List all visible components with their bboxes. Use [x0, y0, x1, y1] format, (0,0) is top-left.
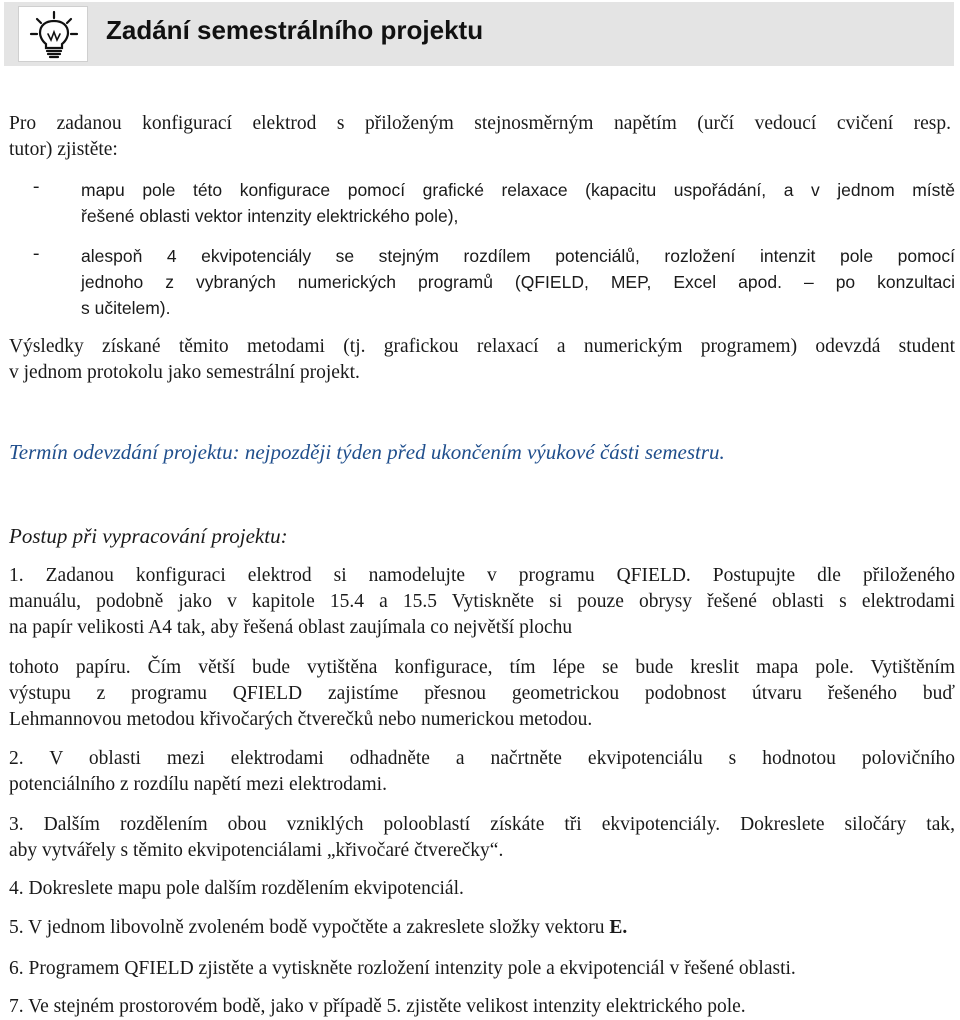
step-1-line-6: Lehmannovou metodou křivočarých čtverečků nebo numerickou metodou. [9, 709, 593, 730]
bullet-1-line-2: řešené oblasti vektor intenzity elektrického pole), [81, 206, 459, 226]
results-line-1: Výsledky získané těmito metodami (tj. grafickou relaxací a numerickým programem) odevzdá student [9, 336, 955, 357]
procedure-heading: Postup při vypracování projektu: [9, 524, 288, 548]
vector-e: E [609, 917, 623, 938]
step-1-line-3: na papír velikosti A4 tak, aby řešená oblast zaujímala co největší plochu [9, 617, 573, 638]
step-6: 6. Programem QFIELD zjistěte a vytiskněte rozložení intenzity pole a ekvipotenciál v řešené oblasti. [9, 958, 796, 979]
step-1-line-5: výstupu z programu QFIELD zajistíme přesnou geometrickou podobnost útvaru řešeného buď [9, 683, 955, 704]
step-4: 4. Dokreslete mapu pole dalším rozdělením ekvipotenciál. [9, 878, 464, 899]
intro-line-1: Pro zadanou konfigurací elektrod s přiloženým stejnosměrným napětím (určí vedoucí cvičení resp. [9, 113, 951, 134]
step-5 [9, 915, 627, 941]
bullet-dash: - [33, 176, 40, 197]
bullet-2-line-2: jednoho z vybraných numerických programů (QFIELD, MEP, Excel apod. – po konzultaci [81, 272, 955, 292]
step-3-line-1: 3. Dalším rozdělením obou vzniklých polooblastí získáte tři ekvipotenciály. Dokreslete siločáry tak, [9, 814, 955, 835]
step-2-line-1: 2. V oblasti mezi elektrodami odhadněte a načrtněte ekvipotenciálu s hodnotou polovičního [9, 748, 955, 769]
page-title: Zadání semestrálního projektu [106, 15, 484, 45]
step-2-line-2: potenciálního z rozdílu napětí mezi elektrodami. [9, 774, 387, 795]
step-1-line-1: 1. Zadanou konfiguraci elektrod si namodelujte v programu QFIELD. Postupujte dle přiloženého [9, 565, 955, 586]
page-header [4, 2, 954, 66]
step-5-text: 5. V jednom libovolně zvoleném bodě vypočtěte a zakreslete složky vektoru [9, 917, 605, 938]
deadline-notice: Termín odevzdání projektu: nejpozději týden před ukončením výukové části semestru. [9, 440, 725, 464]
results-line-2: v jednom protokolu jako semestrální projekt. [9, 362, 360, 383]
bullet-2-line-3: s učitelem). [81, 298, 171, 318]
intro-line-2: tutor) zjistěte: [9, 139, 118, 160]
bullet-2-line-1: alespoň 4 ekvipotenciály se stejným rozdílem potenciálů, rozložení intenzit pole pomocí [81, 246, 955, 266]
step-1-line-4: tohoto papíru. Čím větší bude vytištěna konfigurace, tím lépe se bude kreslit mapa pole. Vytištěním [9, 657, 955, 678]
lightbulb-icon [18, 6, 88, 62]
step-7: 7. Ve stejném prostorovém bodě, jako v případě 5. zjistěte velikost intenzity elektrického pole. [9, 996, 746, 1017]
step-3-line-2: aby vytvářely s těmito ekvipotenciálami „křivočaré čtverečky“. [9, 840, 504, 861]
step-5-end: . [622, 917, 628, 938]
bullet-dash: - [33, 243, 40, 264]
step-1-line-2: manuálu, podobně jako v kapitole 15.4 a 15.5 Vytiskněte si pouze obrysy řešené oblasti s elektrodami [9, 591, 955, 612]
bullet-1-line-1: mapu pole této konfigurace pomocí grafické relaxace (kapacitu uspořádání, a v jednom místě [81, 180, 955, 200]
